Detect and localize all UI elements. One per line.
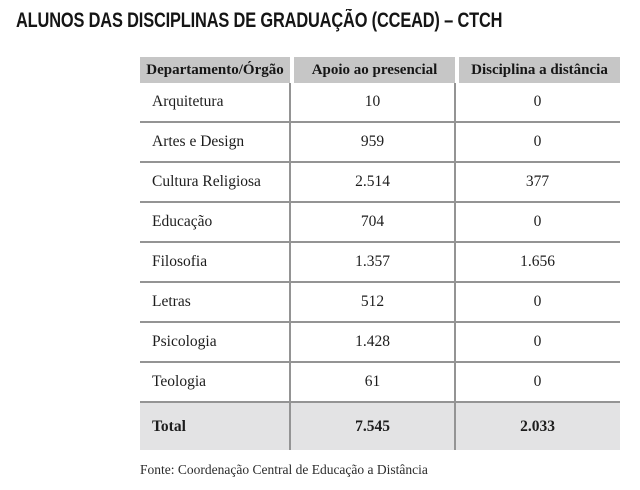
column-header-departamento: Departamento/Órgão (140, 57, 290, 83)
table-row (140, 203, 620, 243)
cell-total-apoio-presencial: 7.545 (355, 417, 390, 435)
cell-total-label: Total (152, 417, 186, 435)
cell-departamento: Arquitetura (152, 93, 224, 110)
table-row (140, 83, 620, 123)
column-divider-2 (454, 83, 456, 450)
column-header-disciplina-distancia: Disciplina a distância (455, 57, 620, 83)
table-row (140, 363, 620, 403)
cell-apoio-presencial: 10 (364, 93, 381, 110)
table-row (140, 283, 620, 323)
cell-disciplina-distancia: 0 (533, 133, 542, 150)
cell-departamento: Letras (152, 293, 191, 310)
cell-apoio-presencial: 2.514 (355, 173, 390, 190)
cell-apoio-presencial: 61 (364, 373, 381, 390)
cell-apoio-presencial: 959 (360, 133, 385, 150)
cell-disciplina-distancia: 0 (533, 213, 542, 230)
data-table (140, 57, 620, 450)
cell-departamento: Filosofia (152, 253, 208, 270)
cell-disciplina-distancia: 0 (533, 373, 542, 390)
cell-departamento: Artes e Design (152, 133, 245, 150)
page-title: ALUNOS DAS DISCIPLINAS DE GRADUAÇÃO (CCEAD) – CTCH (16, 9, 503, 32)
cell-total-disciplina-distancia: 2.033 (520, 417, 555, 435)
cell-disciplina-distancia: 0 (533, 293, 542, 310)
cell-disciplina-distancia: 0 (533, 93, 542, 110)
cell-apoio-presencial: 1.357 (355, 253, 390, 270)
table-row (140, 163, 620, 203)
cell-apoio-presencial: 512 (360, 293, 385, 310)
cell-apoio-presencial: 704 (360, 213, 385, 230)
cell-disciplina-distancia: 0 (533, 333, 542, 350)
cell-apoio-presencial: 1.428 (355, 333, 390, 350)
table-row (140, 323, 620, 363)
cell-departamento: Cultura Religiosa (152, 173, 261, 190)
table-total-row (140, 403, 620, 450)
cell-disciplina-distancia: 1.656 (520, 253, 555, 270)
cell-disciplina-distancia: 377 (525, 173, 550, 190)
column-header-apoio-presencial: Apoio ao presencial (290, 57, 455, 83)
source-note: Fonte: Coordenação Central de Educação a Distância (140, 462, 428, 477)
table-row (140, 243, 620, 283)
column-divider-1 (289, 83, 291, 450)
table-header-row (140, 57, 620, 83)
cell-departamento: Teologia (152, 373, 207, 390)
table-row (140, 123, 620, 163)
cell-departamento: Psicologia (152, 333, 217, 350)
cell-departamento: Educação (152, 213, 213, 230)
